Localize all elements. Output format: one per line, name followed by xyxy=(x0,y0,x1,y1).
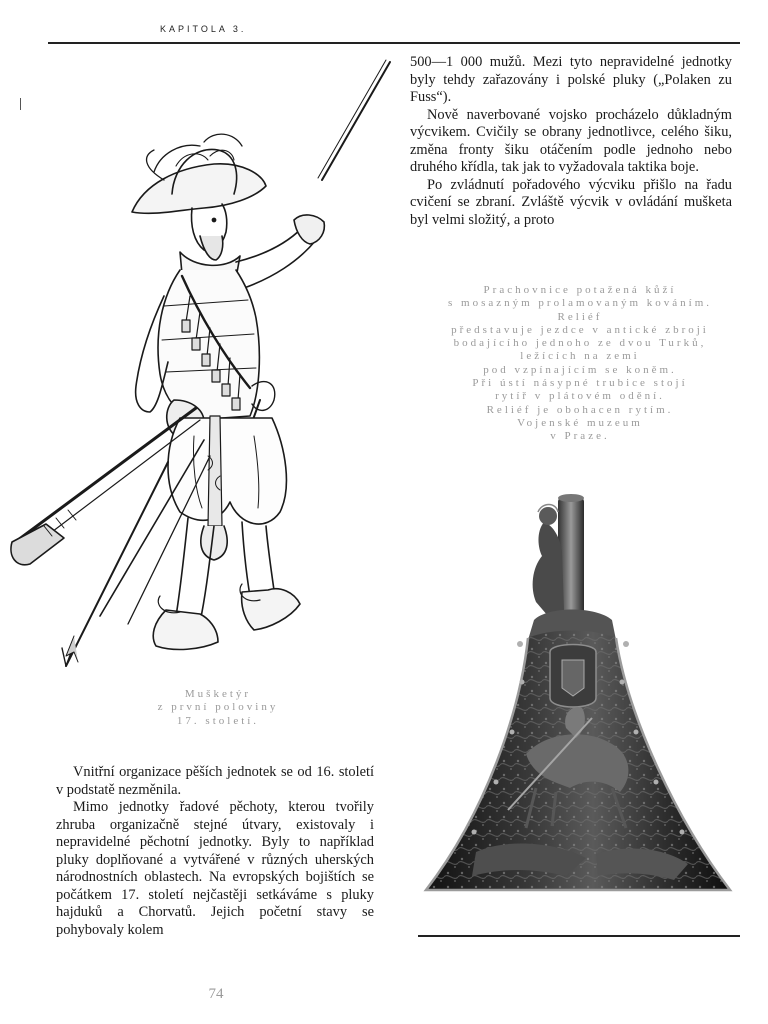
caption-line: bodajícího jednoho ze dvou Turků, xyxy=(453,337,707,350)
left-column-text xyxy=(56,764,374,939)
running-head: KAPITOLA 3. xyxy=(160,24,247,34)
powder-horn-photo xyxy=(416,492,740,902)
caption-line: Reliéf je obohacen rytím. xyxy=(486,403,674,416)
paragraph: Po zvládnutí pořadového výcviku přišlo na řadu cvičení se zbraní. Zvláště výcvik v ovládání mušketa byl velmi složitý, a proto xyxy=(410,176,732,228)
caption-line: ležících na zemi xyxy=(520,350,640,363)
caption-line: Reliéf xyxy=(557,310,603,323)
musketeer-caption xyxy=(118,688,318,728)
caption-line: pod vzpínajícím se koněm. xyxy=(483,363,677,376)
caption-line: v Praze. xyxy=(550,430,610,443)
caption-line: Vojenské muzeum xyxy=(517,416,643,429)
caption-line: 17. století. xyxy=(176,714,260,727)
caption-line: představuje jezdce v antické zbroji xyxy=(451,323,709,336)
right-column-text xyxy=(410,54,732,229)
musketeer-illustration xyxy=(4,56,400,670)
page-number: 74 xyxy=(208,986,224,1002)
paragraph: 500—1 000 mužů. Mezi tyto nepravidelné jednotky byly tehdy zařazovány i polské pluky („Polaken zu Fuss“). xyxy=(410,54,732,105)
caption-line: Při ústí násypné trubice stojí xyxy=(472,377,688,390)
caption-line: Mušketýr xyxy=(184,688,252,700)
paragraph: Mimo jednotky řadové pěchoty, kterou tvořily zhruba organizačně stejné útvary, existovaly i nepravidelné pěchotní jednotky. Byly to například pluky doplňované a vytvářené v různých uherských národnostních oblastech. Na evropských bojištích se počátkem 17. století nejčastěji setkáváme s pluky hajduků a Chorvatů. Jejich početní stavy se pohybovaly kolem xyxy=(56,799,374,938)
caption-line: z první poloviny xyxy=(157,701,279,714)
caption-line: s mosazným prolamovaným kováním. xyxy=(447,297,713,310)
caption-line: Prachovnice potažená kůží xyxy=(483,284,677,296)
powder-horn-caption xyxy=(404,284,756,444)
top-rule xyxy=(48,42,740,44)
paragraph: Vnitřní organizace pěších jednotek se od 16. století v podstatě nezměnila. xyxy=(56,764,374,798)
bottom-rule xyxy=(418,935,740,937)
caption-line: rytíř v plátovém odění. xyxy=(495,390,665,403)
paragraph: Nově naverbované vojsko procházelo důkladným výcvikem. Cvičily se obrany jednotlivce, celého šiku, změna fronty šiku otáčením podle jednoho nebo druhého křídla, tak jak to vyžadovala taktika boje. xyxy=(410,106,732,175)
